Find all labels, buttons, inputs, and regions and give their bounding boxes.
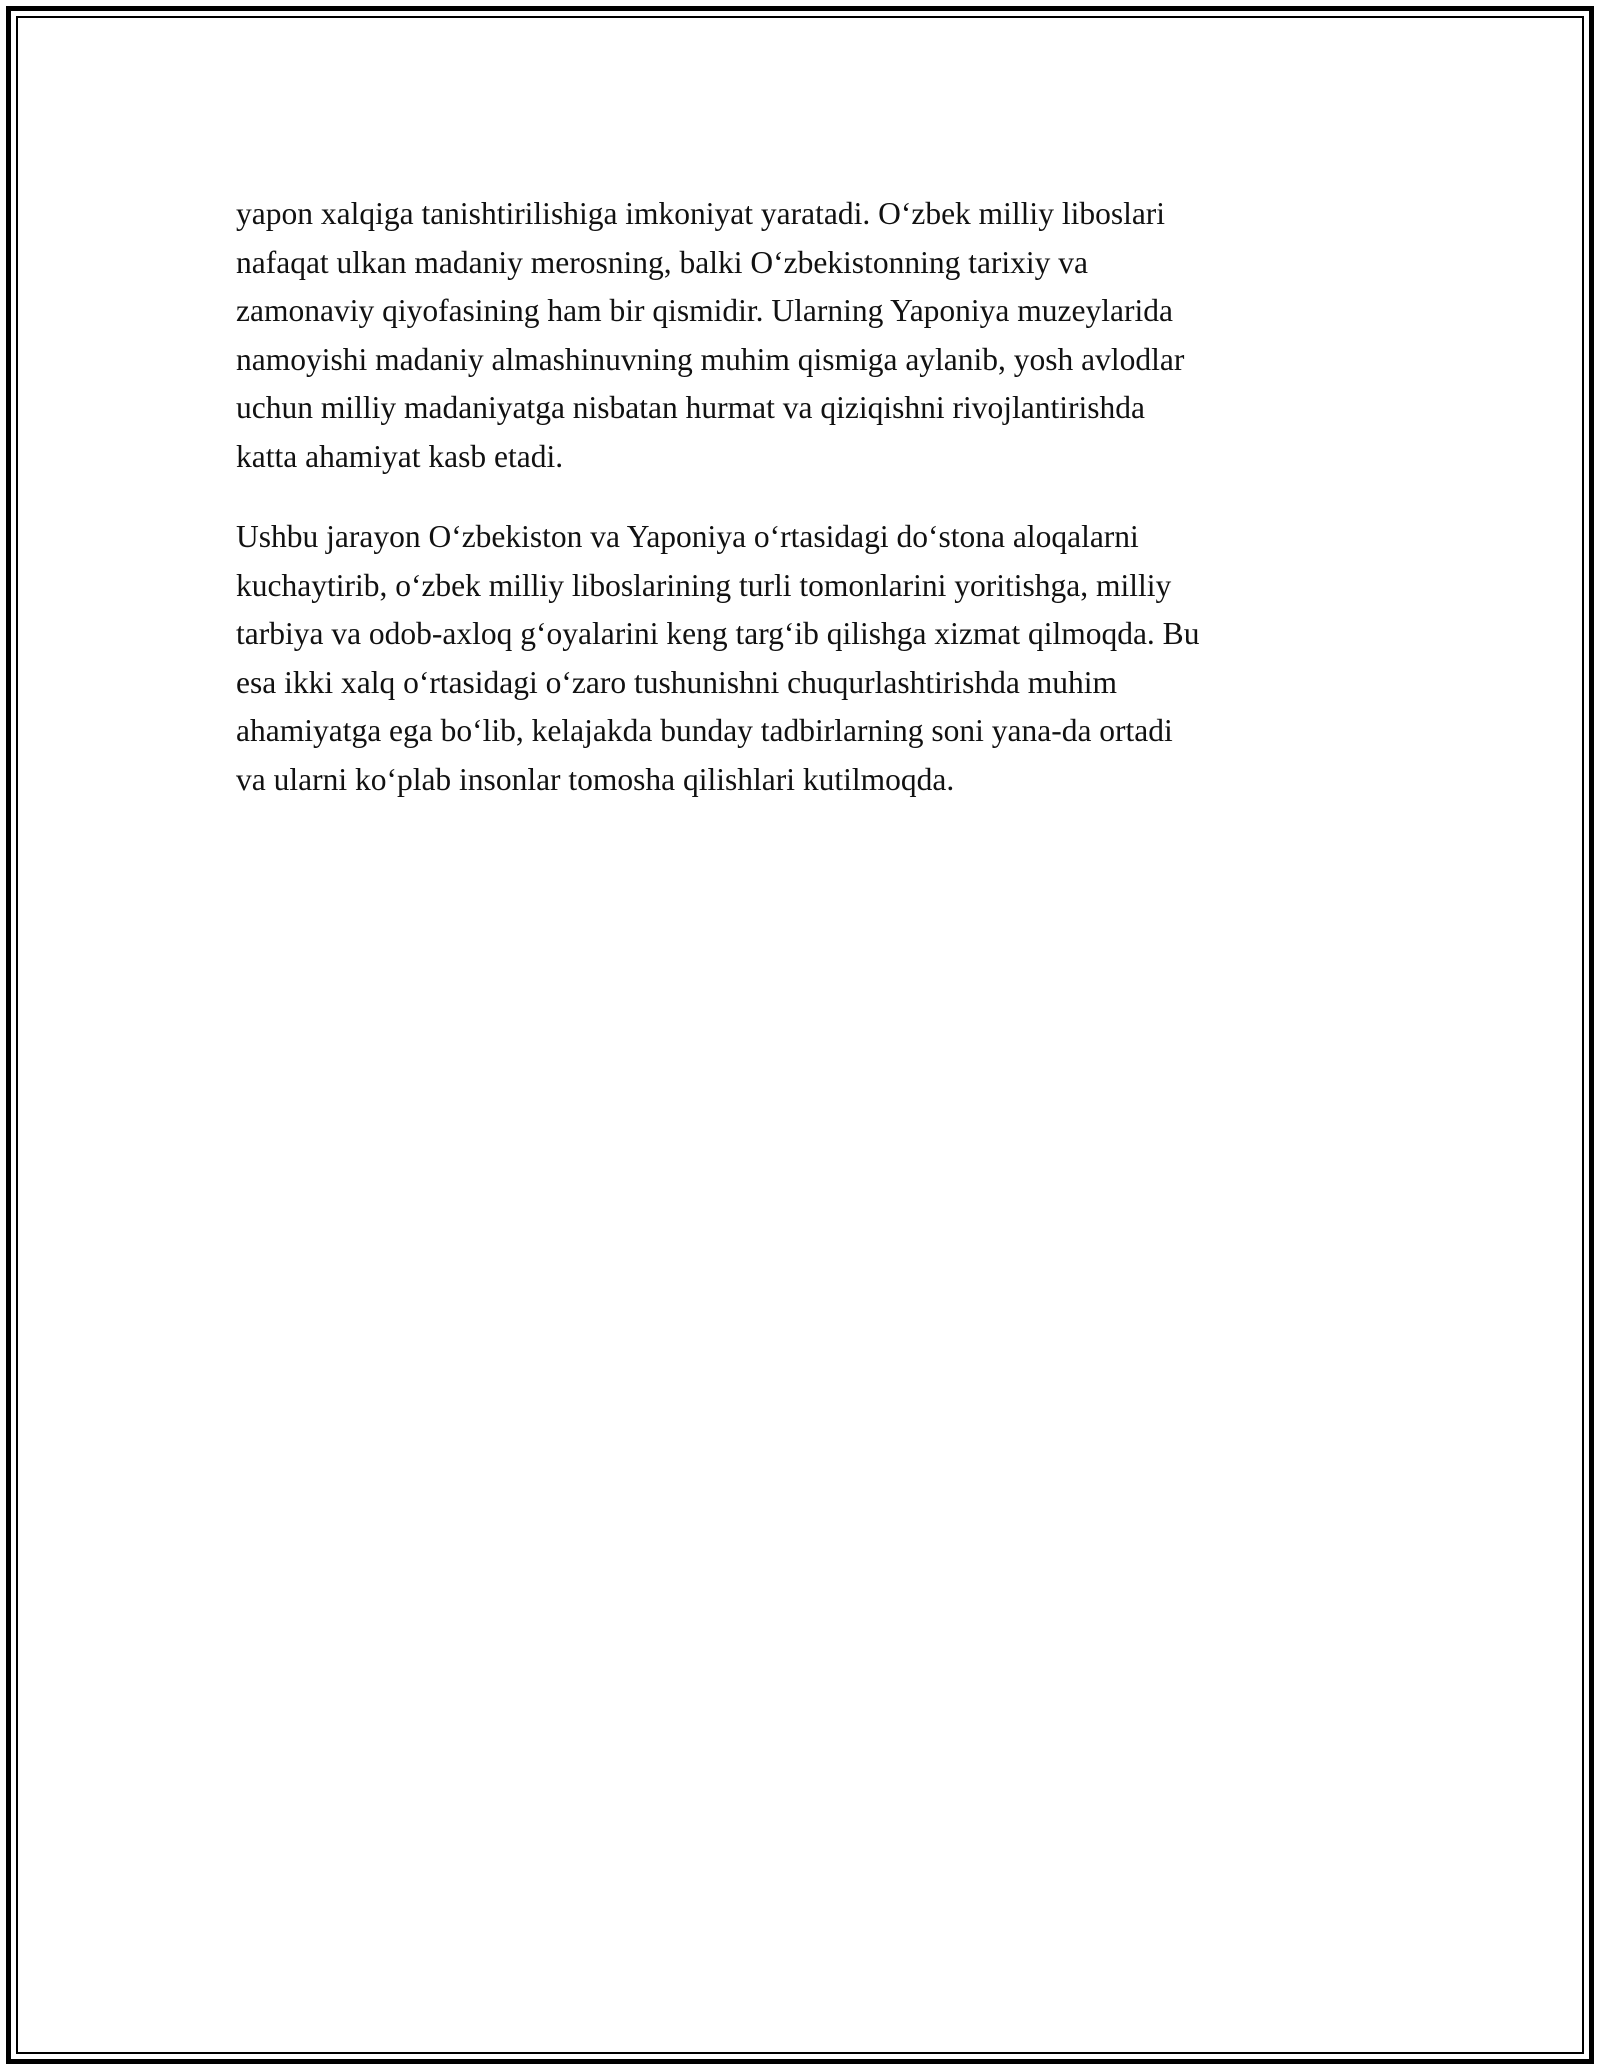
paragraph-1-line-6: katta ahamiyat kasb etadi.: [236, 438, 564, 474]
paragraph-2-line-5: ahamiyatga ega bo‘lib, kelajakda bunday tadbirlarning soni yana-da ortadi: [236, 713, 1173, 748]
paragraph-1-line-5: uchun milliy madaniyatga nisbatan hurmat va qiziqishni rivojlantirishda: [236, 390, 1145, 425]
paragraph-1: [236, 190, 1366, 481]
paragraph-1-line-4: namoyishi madaniy almashinuvning muhim qismiga aylanib, yosh avlodlar: [236, 341, 1185, 377]
paragraph-2-line-1: Ushbu jarayon O‘zbekiston va Yaponiya o‘rtasidagi do‘stona aloqalarni: [236, 519, 1139, 554]
paragraph-1-line-1: yapon xalqiga tanishtirilishiga imkoniyat yaratadi. O‘zbek milliy liboslari: [236, 196, 1166, 231]
paragraph-2-line-6: va ularni ko‘plab insonlar tomosha qilishlari kutilmoqda.: [236, 761, 955, 797]
paragraph-2-line-3: tarbiya va odob-axloq g‘oyalarini keng targ‘ib qilishga xizmat qilmoqda. Bu: [236, 616, 1200, 651]
paragraph-1-line-2: nafaqat ulkan madaniy merosning, balki O‘zbekistonning tarixiy va: [236, 244, 1089, 280]
paragraph-2-line-4: esa ikki xalq o‘rtasidagi o‘zaro tushunishni chuqurlashtirishda muhim: [236, 664, 1117, 700]
document-body: [236, 190, 1366, 804]
paragraph-1-line-3: zamonaviy qiyofasining ham bir qismidir. Ularning Yaponiya muzeylarida: [236, 293, 1173, 328]
paragraph-2: [236, 513, 1366, 804]
paragraph-2-line-2: kuchaytirib, o‘zbek milliy liboslarining turli tomonlarini yoritishga, milliy: [236, 567, 1172, 603]
